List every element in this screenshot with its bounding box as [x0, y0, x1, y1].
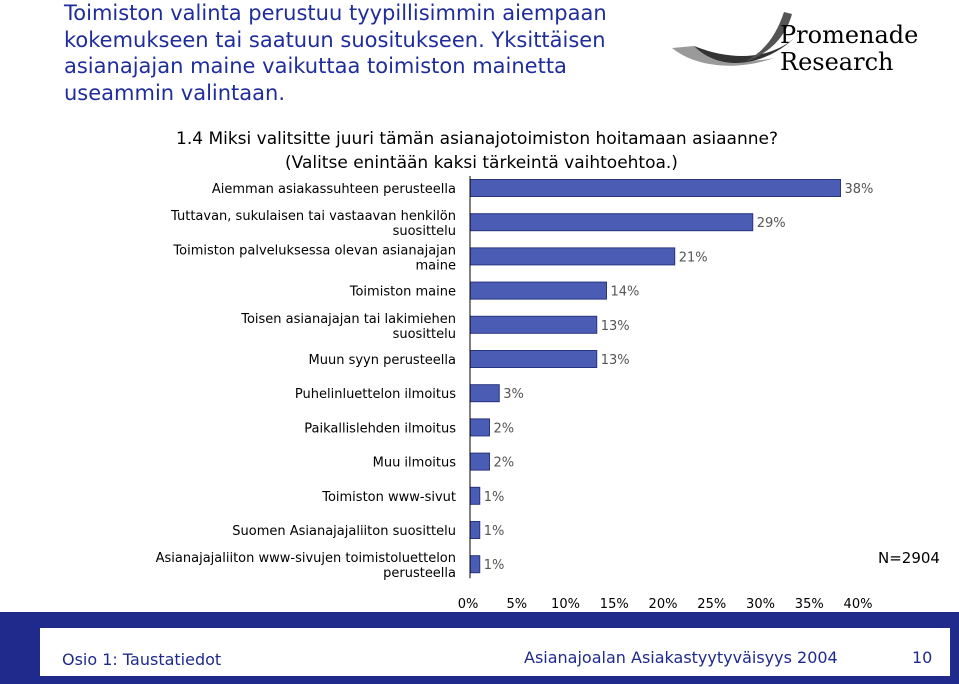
bar [470, 214, 753, 231]
data-label: 2% [493, 421, 515, 437]
data-label: 1% [483, 558, 505, 574]
bar [470, 487, 480, 504]
category-label: Suomen Asianajajaliiton suosittelu [232, 524, 456, 539]
logo-line-2: Research [780, 48, 894, 76]
footer-page-number: 10 [912, 648, 933, 667]
category-label: Toisen asianajajan tai lakimiehen suosittelu [241, 311, 456, 342]
category-label: Muu ilmoitus [372, 455, 456, 471]
data-label: 3% [503, 387, 524, 403]
category-label: Puhelinluettelon ilmoitus [294, 387, 456, 403]
bar [470, 522, 480, 539]
category-label: Aiemman asiakassuhteen perusteella [211, 182, 456, 197]
data-label: 13% [600, 318, 630, 334]
category-label: Asianajajaliiton www-sivujen toimistoluettelon perusteella [155, 551, 456, 582]
footer-section: Osio 1: Taustatiedot [62, 650, 222, 669]
data-label: 13% [600, 353, 630, 368]
x-tick-label: 35% [794, 597, 824, 612]
x-tick-label: 40% [843, 597, 873, 612]
category-label: Toimiston www-sivut [322, 489, 456, 505]
category-label: Toimiston palveluksessa olevan asianajajan maine [173, 243, 456, 274]
question-line-1: 1.4 Miksi valitsitte juuri tämän asianajotoimiston hoitamaan asiaanne? [176, 129, 778, 149]
bar [470, 556, 480, 573]
x-tick-label: 20% [648, 597, 678, 612]
data-label: 1% [483, 524, 505, 539]
data-label: 1% [483, 489, 505, 505]
footer-report-title: Asianajoalan Asiakastyytyväisyys 2004 [524, 648, 838, 667]
question-line-2: (Valitse enintään kaksi tärkeintä vaihtoehtoa.) [285, 153, 678, 173]
footer [0, 612, 959, 684]
bar [470, 180, 841, 197]
bar [470, 282, 607, 299]
data-label: 2% [493, 455, 515, 471]
x-tick-label: 0% [457, 597, 479, 612]
data-label: 38% [844, 182, 874, 197]
sample-size-annotation: N=2904 [878, 549, 940, 567]
logo-line-1: Promenade [780, 21, 919, 49]
bar [470, 453, 490, 470]
bar [470, 248, 675, 265]
category-label: Toimiston maine [349, 284, 456, 300]
x-tick-label: 30% [746, 597, 775, 612]
x-tick-label: 15% [599, 597, 629, 612]
x-tick-label: 25% [697, 597, 727, 612]
x-tick-label: 5% [506, 597, 528, 612]
headline: Toimiston valinta perustuu tyypillisimmin aiempaan kokemukseen tai saatuun suositukseen. Yksittäisen asianajajan maine vaikuttaa toimiston mainetta useammin valintaan. [64, 1, 607, 105]
data-label: 14% [610, 284, 640, 300]
category-label: Muun syyn perusteella [308, 353, 456, 368]
bar [470, 316, 597, 333]
category-label: Tuttavan, sukulaisen tai vastaavan henkilön suosittelu [171, 209, 456, 240]
data-label: 21% [678, 250, 708, 266]
bar [470, 419, 490, 436]
bar [470, 351, 597, 368]
footer-panel [40, 628, 950, 676]
x-tick-label: 10% [551, 597, 580, 612]
category-label: Paikallislehden ilmoitus [304, 421, 456, 437]
data-label: 29% [756, 216, 786, 232]
bar [470, 385, 499, 402]
